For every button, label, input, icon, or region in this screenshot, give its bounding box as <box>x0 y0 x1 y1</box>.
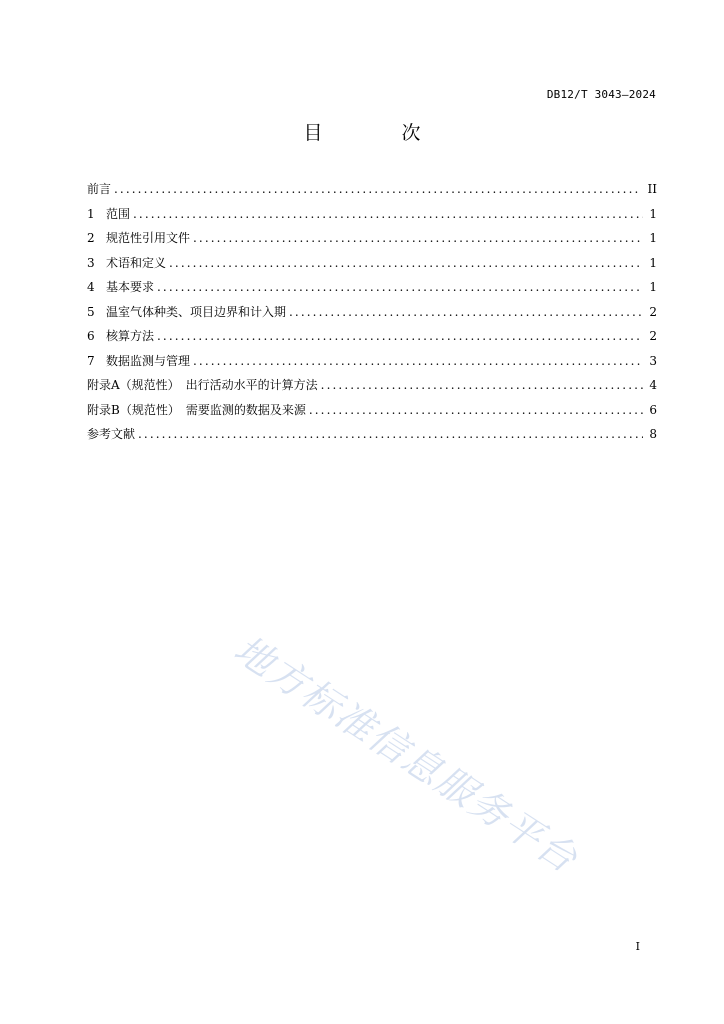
toc-entry-appendix-b[interactable] <box>87 401 657 426</box>
toc-dot-leader <box>169 257 643 269</box>
toc-entry-bibliography[interactable] <box>87 425 657 450</box>
toc-dot-leader <box>321 379 643 391</box>
toc-entry-label: 温室气体种类、项目边界和计入期 <box>106 304 287 319</box>
toc-entry-number: 7 <box>87 353 95 368</box>
toc-entry-label: 核算方法 <box>106 329 155 343</box>
page-number: I <box>635 940 640 953</box>
toc-dot-leader <box>138 428 643 440</box>
toc-entry-page: II <box>647 182 657 196</box>
toc-entry-data-monitoring[interactable] <box>87 352 657 377</box>
toc-dot-leader <box>157 281 643 293</box>
toc-entry-accounting-methods[interactable] <box>87 327 657 352</box>
toc-entry-number: 5 <box>87 304 95 319</box>
toc-entry-foreword[interactable] <box>87 180 657 205</box>
toc-entry-terms-definitions[interactable] <box>87 254 657 279</box>
toc-entry-page: 8 <box>649 427 657 441</box>
toc-entry-label: 范围 <box>106 206 131 221</box>
toc-entry-page: 2 <box>649 304 657 319</box>
table-of-contents <box>87 180 657 450</box>
toc-entry-label: 附录B（规范性） 需要监测的数据及来源 <box>87 402 306 417</box>
toc-entry-label: 附录A（规范性） 出行活动水平的计算方法 <box>87 378 318 392</box>
toc-dot-leader <box>157 330 643 342</box>
toc-entry-page: 3 <box>649 353 657 368</box>
toc-entry-number: 6 <box>87 329 95 343</box>
toc-entry-appendix-a[interactable] <box>87 376 657 401</box>
toc-dot-leader <box>133 208 643 220</box>
toc-entry-number: 1 <box>87 206 95 221</box>
toc-entry-ghg-types-boundary[interactable] <box>87 303 657 328</box>
toc-entry-page: 1 <box>649 280 657 294</box>
toc-entry-basic-requirements[interactable] <box>87 278 657 303</box>
toc-entry-scope[interactable] <box>87 205 657 230</box>
toc-entry-page: 6 <box>649 402 657 417</box>
toc-entry-page: 1 <box>649 255 657 270</box>
toc-title: 目 次 <box>303 122 451 144</box>
toc-entry-label: 数据监测与管理 <box>106 353 191 368</box>
toc-entry-number: 2 <box>87 231 95 245</box>
toc-entry-label: 术语和定义 <box>106 255 167 270</box>
toc-entry-normative-references[interactable] <box>87 229 657 254</box>
document-code: DB12/T 3043—2024 <box>546 88 656 101</box>
toc-dot-leader <box>289 306 643 318</box>
toc-entry-page: 1 <box>649 231 657 245</box>
toc-dot-leader <box>114 183 642 195</box>
toc-entry-label: 规范性引用文件 <box>106 231 191 245</box>
toc-entry-page: 1 <box>649 206 657 221</box>
watermark-text: 地方标准信息服务平台 <box>226 626 586 882</box>
toc-entry-page: 2 <box>649 329 657 343</box>
toc-entry-label: 基本要求 <box>106 280 155 294</box>
toc-entry-number: 3 <box>87 255 95 270</box>
toc-dot-leader <box>193 232 643 244</box>
toc-entry-label: 参考文献 <box>87 427 136 441</box>
toc-dot-leader <box>309 404 643 416</box>
toc-dot-leader <box>193 355 643 367</box>
toc-entry-label: 前言 <box>87 182 112 196</box>
toc-entry-page: 4 <box>649 378 657 392</box>
toc-entry-number: 4 <box>87 280 95 294</box>
